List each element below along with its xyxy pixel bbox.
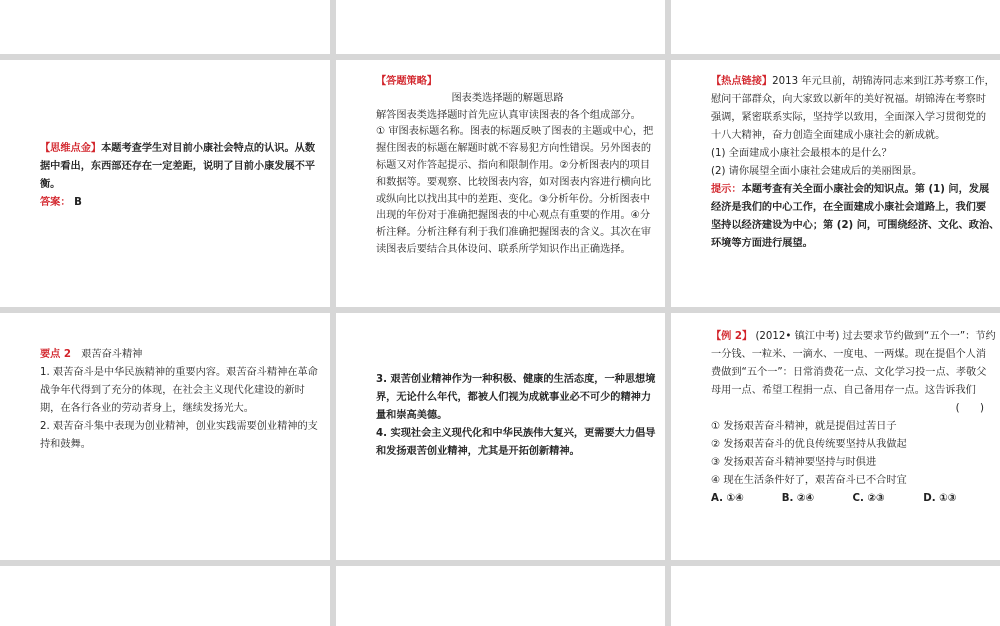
text-line — [711, 454, 994, 472]
text-line — [711, 91, 994, 109]
text-line — [711, 418, 994, 436]
text-line — [40, 176, 324, 194]
line-text: 据中看出，东西部还存在一定差距，说明了目前小康发展不平 — [40, 161, 316, 172]
section-label: 【热点链接】 — [711, 76, 773, 87]
example-question — [711, 328, 994, 508]
line-text: (1) 全面建成小康社会最根本的是什么？ — [711, 148, 892, 159]
text-line — [711, 145, 994, 163]
choice-a: A. ①④ — [711, 493, 744, 504]
text-line — [376, 242, 659, 259]
strategy-title: 图表类选择题的解题思路 — [451, 92, 564, 104]
slide-thumbnail-r4c3[interactable] — [671, 566, 1000, 626]
thinking-tips-text — [40, 140, 324, 212]
line-text: 量和崇高美德。 — [376, 410, 448, 421]
line-text: 4. 实现社会主义现代化和中华民族伟大复兴，更需要大力倡导 — [376, 428, 656, 439]
line-text: 期，在各行各业的劳动者身上，继续发扬光大。 — [40, 403, 254, 414]
slide-thumbnail-r2c2[interactable] — [336, 60, 665, 307]
text-line — [376, 371, 659, 389]
text-line — [40, 158, 324, 176]
text-line — [711, 382, 994, 400]
text-line — [40, 346, 324, 364]
text-line — [711, 346, 994, 364]
text-line — [40, 400, 324, 418]
line-text: 解答图表类选择题时首先应认真审读图表的各个组成部分。 — [376, 109, 641, 121]
text-line — [40, 382, 324, 400]
answer-choices — [711, 490, 994, 508]
slide-thumbnail-r3c3[interactable] — [671, 313, 1000, 560]
hot-topic-body — [711, 73, 994, 181]
line-text: 强调，紧密联系实际，坚持学以致用，全面深入学习贯彻党的 — [711, 112, 987, 123]
text-line — [711, 436, 994, 454]
text-line — [376, 108, 659, 125]
line-text: ③ 发扬艰苦奋斗精神要坚持与时俱进 — [711, 457, 877, 468]
text-line — [711, 73, 994, 91]
line-text: 持和鼓舞。 — [40, 439, 91, 450]
text-line — [711, 472, 994, 490]
answer-blank: ( ) — [955, 403, 984, 414]
line-text: 3. 艰苦创业精神作为一种积极、健康的生活态度，一种思想境 — [376, 374, 656, 385]
text-line — [376, 425, 659, 443]
line-text: 十八大精神，奋力创造全面建成小康社会的新成就。 — [711, 130, 946, 141]
slide-thumbnail-r4c1[interactable] — [0, 566, 330, 626]
line-text: B — [70, 197, 82, 208]
text-line — [711, 364, 994, 382]
section-label: 答案： — [40, 197, 71, 208]
line-text: 析注释。分析注释有利于我们准确把握图表的含义。其次在审 — [376, 227, 652, 239]
line-text: 界，无论什么年代，都被人们视为成就事业必不可少的精神力 — [376, 392, 652, 403]
section-label: 提示： — [711, 184, 742, 195]
line-text: 慰问干部群众，向大家致以新年的美好祝福。胡锦涛在考察时 — [711, 94, 987, 105]
text-line — [376, 208, 659, 225]
line-text: 本题考查学生对目前小康社会特点的认识。从数 — [101, 143, 316, 154]
line-text: 1. 艰苦奋斗是中华民族精神的重要内容。艰苦奋斗精神在革命 — [40, 367, 318, 378]
text-line — [376, 192, 659, 209]
spirit-points-text — [376, 371, 659, 461]
line-text: ④ 现在生活条件好了，艰苦奋斗已不合时宜 — [711, 475, 907, 486]
line-text: 经济是我们的中心工作，在全面建成小康社会道路上，我们要 — [711, 202, 987, 213]
line-text: (2) 请你展望全面小康社会建成后的美丽图景。 — [711, 166, 923, 177]
text-line — [376, 158, 659, 175]
line-text: 出现的年份对于准确把握图表的中心观点有重要的作用。④分 — [376, 210, 651, 222]
text-line — [711, 199, 994, 217]
line-text: 衡。 — [40, 179, 61, 190]
text-line — [40, 194, 324, 212]
text-line — [40, 418, 324, 436]
slide-thumbnail-r1c1[interactable] — [0, 0, 330, 54]
text-line — [376, 389, 659, 407]
text-line — [711, 328, 994, 346]
line-text: ① 发扬艰苦奋斗精神，就是提倡过苦日子 — [711, 421, 897, 432]
line-text: 握住图表的标题在解题时就不容易犯方向性错误。另外图表的 — [376, 143, 652, 155]
text-line — [711, 109, 994, 127]
section-label: 【思维点金】 — [40, 143, 102, 154]
text-line — [376, 175, 659, 192]
hot-topic-text — [711, 73, 1000, 253]
line-text: 费做到“五个一”：日常消费花一点、文化学习投一点、孝敬父 — [711, 367, 987, 378]
slide-thumbnail-r2c1[interactable] — [0, 60, 330, 307]
text-line — [711, 181, 994, 199]
text-line — [711, 217, 1000, 235]
line-text: 环境等方面进行展望。 — [711, 238, 813, 249]
slide-thumbnail-r1c2[interactable] — [336, 0, 665, 54]
section-label: 【例 2】 — [711, 331, 753, 342]
line-text: ② 发扬艰苦奋斗的优良传统要坚持从我做起 — [711, 439, 907, 450]
slide-thumbnail-r3c1[interactable] — [0, 313, 330, 560]
hint-body — [711, 181, 1000, 253]
text-line — [40, 364, 324, 382]
text-line — [376, 443, 659, 461]
line-text: 本题考查有关全面小康社会的知识点。第 (1) 问，发展 — [741, 184, 990, 195]
text-line — [711, 163, 994, 181]
section-label: 要点 2 — [40, 349, 72, 360]
slide-thumbnail-r4c2[interactable] — [336, 566, 665, 626]
line-text: 读图表后要结合具体设问、联系所学知识作出正确选择。 — [376, 243, 631, 255]
text-line — [376, 407, 659, 425]
line-text: 战争年代得到了充分的体现，在社会主义现代化建设的新时 — [40, 385, 305, 396]
slide-thumbnail-r2c3[interactable] — [671, 60, 1000, 307]
line-text: 标题又对作答起提示、指向和限制作用。②分析图表内的项目 — [376, 159, 651, 171]
line-text: ① 审图表标题名称。图表的标题反映了图表的主题或中心，把 — [376, 126, 654, 138]
section-label: 【答题策略】 — [376, 76, 438, 87]
text-line — [40, 436, 324, 454]
line-text: 艰苦奋斗精神 — [71, 349, 143, 360]
slide-thumbnail-r3c2[interactable] — [336, 313, 665, 560]
line-text: 或纵向比以找出其中的差距、变化。③分析年份。分析图表中 — [376, 193, 651, 205]
line-text: 坚持以经济建设为中心；第 (2) 问，可围绕经济、文化、政治、 — [711, 220, 1000, 231]
text-line — [376, 141, 659, 158]
choice-b: B. ②④ — [781, 493, 815, 504]
choice-d: D. ①③ — [923, 493, 957, 504]
line-text: 和发扬艰苦创业精神，尤其是开拓创新精神。 — [376, 446, 580, 457]
text-line — [376, 124, 659, 141]
question-stem — [711, 328, 994, 400]
key-point-text — [40, 346, 324, 454]
choice-c: C. ②③ — [852, 493, 885, 504]
text-line — [40, 140, 324, 158]
line-text: 和数据等。要观察、比较图表内容，如对图表内容进行横向比 — [376, 176, 652, 188]
text-line — [376, 225, 659, 242]
text-line — [711, 235, 994, 253]
line-text: (2012• 镇江中考) 过去要求节约做到“五个一”：节约 — [752, 331, 996, 342]
line-text: 一分钱、一粒米、一滴水、一度电、一两煤。现在提倡个人消 — [711, 349, 987, 360]
slide-thumbnail-r1c3[interactable] — [671, 0, 1000, 54]
line-text: 母用一点、希望工程捐一点、自己备用存一点。这告诉我们 — [711, 385, 976, 396]
line-text: 2. 艰苦奋斗集中表现为创业精神，创业实践需要创业精神的支 — [40, 421, 318, 432]
strategy-body — [376, 108, 659, 259]
question-options — [711, 418, 994, 490]
line-text: 2013 年元旦前，胡锦涛同志来到江苏考察工作， — [772, 76, 995, 87]
text-line — [711, 127, 994, 145]
answer-strategy-text — [376, 74, 659, 259]
